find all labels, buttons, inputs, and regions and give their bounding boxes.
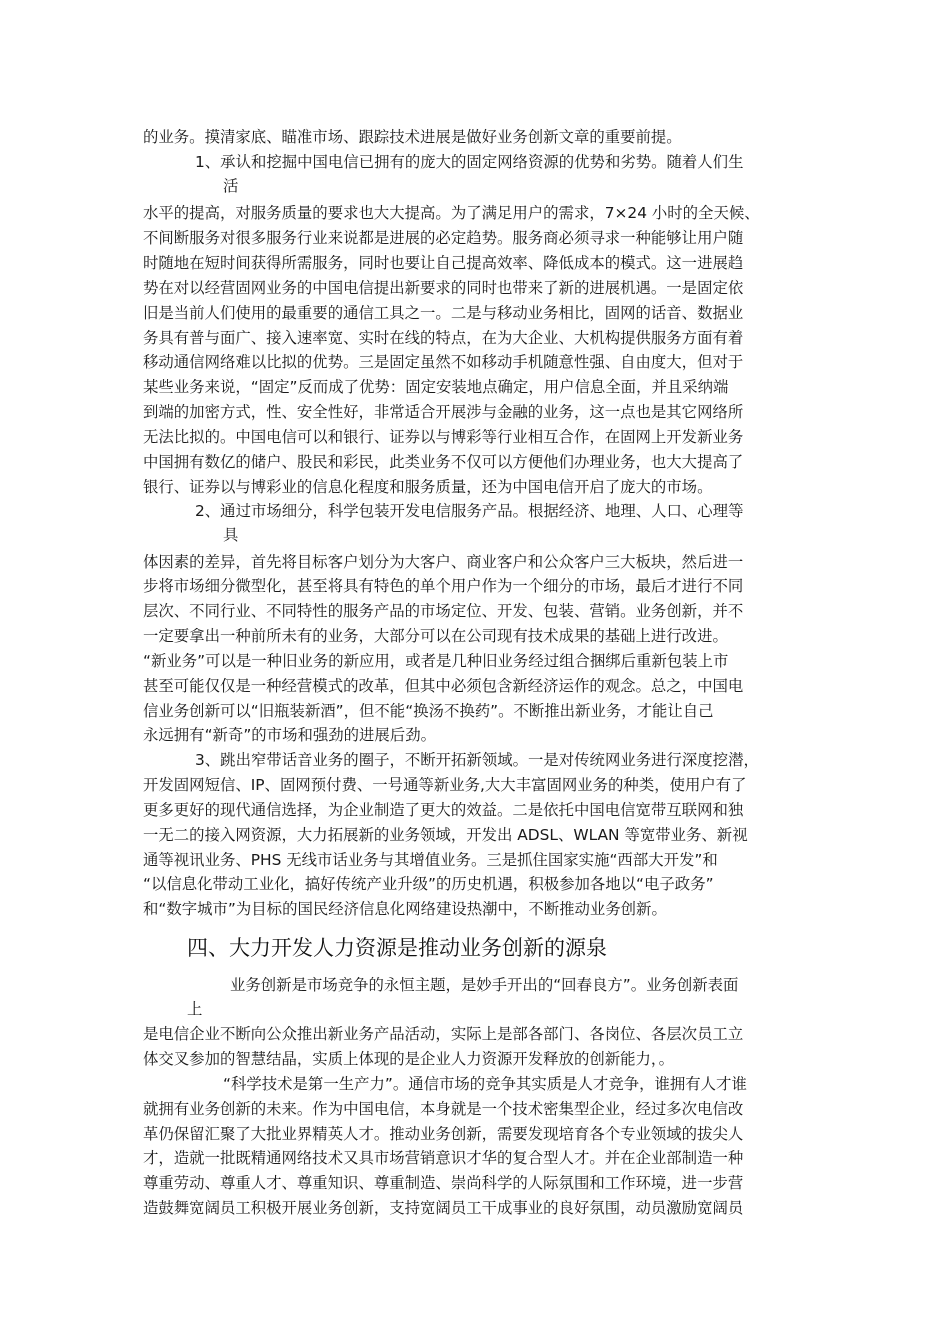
paragraph-line: 就拥有业务创新的未来。作为中国电信，本身就是一个技术密集型企业，经过多次电信改 (143, 1100, 744, 1118)
paragraph-line: 不间断服务对很多服务行业来说都是进展的必定趋势。服务商必须寻求一种能够让用户随 (143, 229, 744, 247)
paragraph-line: 水平的提高，对服务质量的要求也大大提高。为了满足用户的需求，7×24 小时的全天候、 (143, 204, 760, 222)
paragraph-line: 体因素的差异，首先将目标客户划分为大客户、商业客户和公众客户三大板块，然后进一 (143, 553, 744, 571)
paragraph-line: 革仍保留汇聚了大批业界精英人才。推动业务创新，需要发现培育各个专业领域的拔尖人 (143, 1125, 744, 1143)
paragraph-line: 通等视讯业务、PHS 无线市话业务与其增值业务。三是抓住国家实施“西部大开发”和 (143, 851, 718, 869)
paragraph-line: 是电信企业不断向公众推出新业务产品活动，实际上是部各部门、各岗位、各层次员工立 (143, 1025, 744, 1043)
paragraph-line: 一无二的接入网资源，大力拓展新的业务领域，开发出 ADSL、WLAN 等宽带业务、新视 (143, 826, 748, 844)
paragraph-line: 1、承认和挖掘中国电信已拥有的庞大的固定网络资源的优势和劣势。随着人们生 (195, 153, 744, 171)
paragraph-line: 务具有普与面广、接入速率宽、实时在线的特点，在为大企业、大机构提供服务方面有着 (143, 329, 744, 347)
paragraph-line: 势在对以经营固网业务的中国电信提出新要求的同时也带来了新的进展机遇。一是固定依 (143, 279, 744, 297)
paragraph-line: 开发固网短信、IP、固网预付费、一号通等新业务,大大丰富固网业务的种类，使用户有了 (143, 776, 747, 794)
paragraph-line: 到端的加密方式，性、安全性好，非常适合开展涉与金融的业务，这一点也是其它网络所 (143, 403, 744, 421)
paragraph-line: 银行、证券以与博彩业的信息化程度和服务质量，还为中国电信开启了庞大的市场。 (143, 478, 713, 496)
paragraph-line: 才，造就一批既精通网络技术又具市场营销意识才华的复合型人才。并在企业部制造一种 (143, 1149, 744, 1167)
paragraph-line: 某些业务来说，“固定”反而成了优势：固定安装地点确定，用户信息全面，并且采纳端 (143, 378, 729, 396)
paragraph-line: 业务创新是市场竞争的永恒主题，是妙手开出的“回春良方”。业务创新表面 (230, 976, 739, 994)
paragraph-line: 旧是当前人们使用的最重要的通信工具之一。二是与移动业务相比，固网的话音、数据业 (143, 304, 744, 322)
paragraph-line: 和“数字城市”为目标的国民经济信息化网络建设热潮中，不断推动业务创新。 (143, 900, 667, 918)
paragraph-line: “新业务”可以是一种旧业务的新应用，或者是几种旧业务经过组合捆绑后重新包装上市 (143, 652, 729, 670)
paragraph-line: 中国拥有数亿的储户、股民和彩民，此类业务不仅可以方便他们办理业务，也大大提高了 (143, 453, 744, 471)
paragraph-line: 2、通过市场细分，科学包装开发电信服务产品。根据经济、地理、人口、心理等 (195, 502, 744, 520)
paragraph-line: 的业务。摸清家底、瞄准市场、跟踪技术进展是做好业务创新文章的重要前提。 (143, 128, 682, 146)
paragraph-line: 甚至可能仅仅是一种经营模式的改革，但其中必须包含新经济运作的观念。总之，中国电 (143, 677, 744, 695)
paragraph-line: 体交叉参加的智慧结晶，实质上体现的是企业人力资源开发释放的创新能力，。 (143, 1050, 674, 1068)
paragraph-line: 步将市场细分微型化，甚至将具有特色的单个用户作为一个细分的市场，最后才进行不同 (143, 577, 744, 595)
paragraph-line: 上 (187, 1000, 203, 1018)
paragraph-line: 更多更好的现代通信选择，为企业制造了更大的效益。二是依托中国电信宽带互联网和独 (143, 801, 744, 819)
paragraph-line: 具 (223, 526, 239, 544)
section-heading: 四、大力开发人力资源是推动业务创新的源泉 (187, 936, 607, 960)
paragraph-line: 时随地在短时间获得所需服务，同时也要让自己提高效率、降低成本的模式。这一进展趋 (143, 254, 744, 272)
paragraph-line: “以信息化带动工业化，搞好传统产业升级”的历史机遇，积极参加各地以“电子政务” (143, 875, 714, 893)
paragraph-line: “科学技术是第一生产力”。通信市场的竞争其实质是人才竞争，谁拥有人才谁 (223, 1075, 747, 1093)
paragraph-line: 尊重劳动、尊重人才、尊重知识、尊重制造、崇尚科学的人际氛围和工作环境，进一步营 (143, 1174, 744, 1192)
paragraph-line: 活 (223, 177, 239, 195)
paragraph-line: 3、跳出窄带话音业务的圈子，不断开拓新领域。一是对传统网业务进行深度挖潜， (195, 751, 759, 769)
paragraph-line: 无法比拟的。中国电信可以和银行、证券以与博彩等行业相互合作，在固网上开发新业务 (143, 428, 744, 446)
paragraph-line: 永远拥有“新奇”的市场和强劲的进展后劲。 (143, 726, 436, 744)
paragraph-line: 移动通信网络难以比拟的优势。三是固定虽然不如移动手机随意性强、自由度大，但对于 (143, 353, 744, 371)
paragraph-line: 信业务创新可以“旧瓶装新酒”，但不能“换汤不换药”。不断推出新业务，才能让自己 (143, 702, 714, 720)
paragraph-line: 层次、不同行业、不同特性的服务产品的市场定位、开发、包装、营销。业务创新，并不 (143, 602, 744, 620)
paragraph-line: 造鼓舞宽阔员工积极开展业务创新，支持宽阔员工干成事业的良好氛围，动员激励宽阔员 (143, 1199, 744, 1217)
paragraph-line: 一定要拿出一种前所未有的业务，大部分可以在公司现有技术成果的基础上进行改进。 (143, 627, 728, 645)
